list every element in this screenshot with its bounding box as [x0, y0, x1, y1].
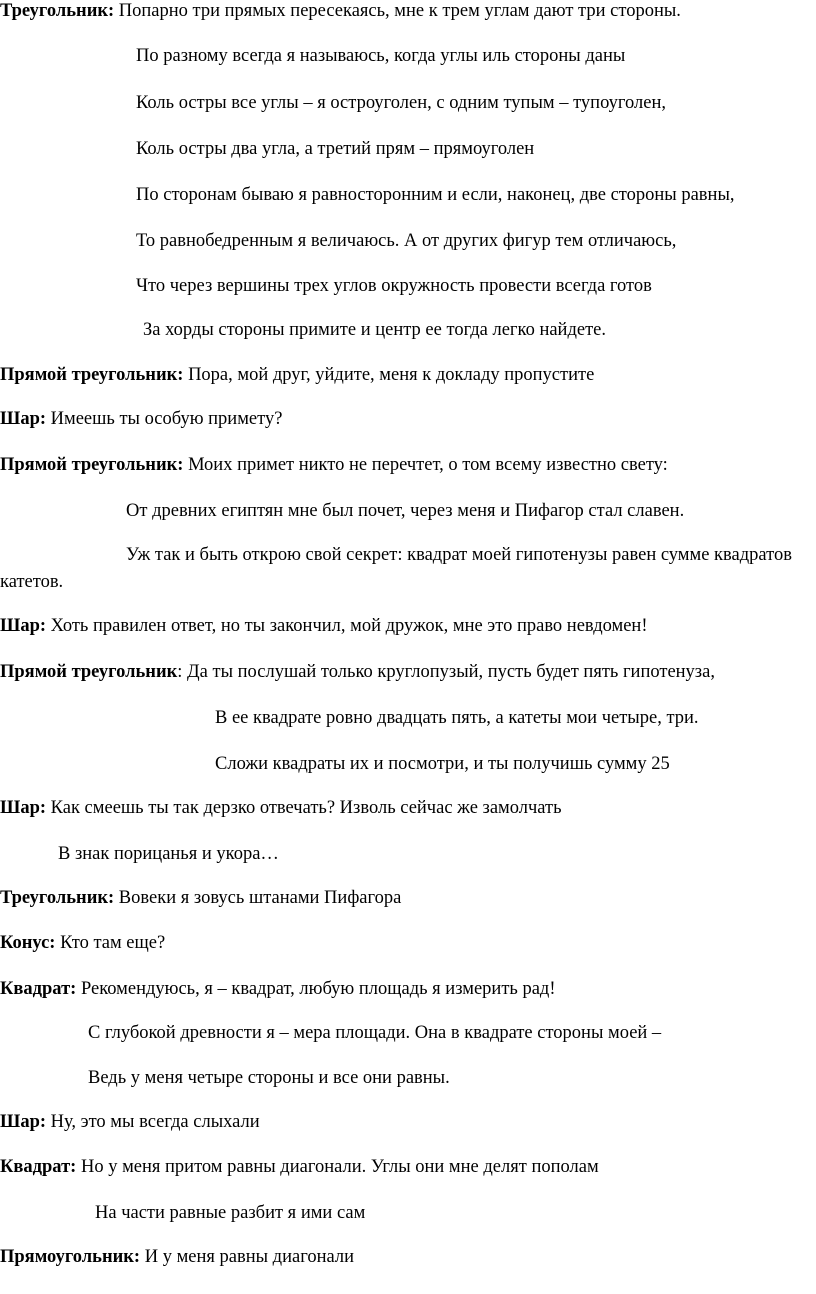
speaker-label: Квадрат:: [0, 1157, 77, 1177]
line-text: Уж так и быть открою свой секрет: квадрат моей гипотенузы равен сумме квадратов катетов.: [0, 545, 792, 592]
line-18: [0, 797, 562, 819]
line-8: [143, 319, 606, 341]
line-text: Что через вершины трех углов окружность провести всегда готов: [136, 276, 652, 296]
line-23: [88, 1022, 661, 1044]
line-9: [0, 364, 594, 386]
line-28: [0, 1246, 354, 1268]
line-text: Вовеки я зовусь штанами Пифагора: [114, 888, 402, 908]
line-text: То равнобедренным я величаюсь. А от других фигур тем отличаюсь,: [136, 231, 677, 251]
line-text: На части равные разбит я ими сам: [95, 1203, 366, 1223]
line-6: [136, 230, 676, 252]
line-text: Имеешь ты особую примету?: [46, 409, 283, 429]
line-text: Но у меня притом равны диагонали. Углы они мне делят пополам: [76, 1157, 599, 1177]
line-text: : Да ты послушай только круглопузый, пусть будет пять гипотенуза,: [177, 662, 715, 682]
line-text: Хоть правилен ответ, но ты закончил, мой дружок, мне это право невдомен!: [46, 616, 648, 636]
line-20: [0, 887, 401, 909]
line-text: Сложи квадраты их и посмотри, и ты получишь сумму 25: [215, 754, 670, 774]
line-15: [0, 661, 715, 683]
line-10: [0, 408, 282, 430]
line-text: Попарно три прямых пересекаясь, мне к трем углам дают три стороны.: [114, 1, 681, 21]
line-26: [0, 1156, 599, 1178]
line-7: [136, 275, 652, 297]
speaker-label: Прямой треугольник:: [0, 365, 184, 385]
speaker-label: Квадрат:: [0, 979, 77, 999]
speaker-label: Прямой треугольник:: [0, 455, 184, 475]
speaker-label: Треугольник:: [0, 888, 115, 908]
speaker-label: Шар:: [0, 798, 47, 818]
line-text: И у меня равны диагонали: [140, 1247, 354, 1267]
line-11: [0, 454, 668, 476]
speaker-label: Шар:: [0, 616, 47, 636]
line-text: Рекомендуюсь, я – квадрат, любую площадь я измерить рад!: [76, 979, 556, 999]
speaker-label: Шар:: [0, 1112, 47, 1132]
line-text: Кто там еще?: [55, 933, 166, 953]
line-text: С глубокой древности я – мера площади. Она в квадрате стороны моей –: [88, 1023, 662, 1043]
line-text: По сторонам бываю я равносторонним и если, наконец, две стороны равны,: [136, 185, 735, 205]
speaker-label: Прямоугольник:: [0, 1247, 141, 1267]
line-4: [136, 138, 534, 160]
line-text: За хорды стороны примите и центр ее тогда легко найдете.: [143, 320, 606, 340]
line-25: [0, 1111, 260, 1133]
line-text: Ведь у меня четыре стороны и все они равны.: [88, 1068, 450, 1088]
line-5: [136, 184, 735, 206]
line-text: В ее квадрате ровно двадцать пять, а катеты мои четыре, три.: [215, 708, 699, 728]
line-text: Коль остры два угла, а третий прям – прямоуголен: [136, 139, 535, 159]
line-1: [0, 0, 681, 22]
line-text: Ну, это мы всегда слыхали: [46, 1112, 260, 1132]
line-21: [0, 932, 165, 954]
line-17: [215, 753, 670, 775]
speaker-label: Треугольник:: [0, 1, 115, 21]
line-text: В знак порицанья и укора…: [58, 844, 279, 864]
speaker-label: Шар:: [0, 409, 47, 429]
line-text: Как смеешь ты так дерзко отвечать? Изволь сейчас же замолчать: [46, 798, 562, 818]
line-13: [0, 542, 816, 596]
line-text: По разному всегда я называюсь, когда углы иль стороны даны: [136, 46, 626, 66]
line-text: От древних египтян мне был почет, через меня и Пифагор стал славен.: [126, 501, 685, 521]
line-22: [0, 978, 556, 1000]
line-3: [136, 92, 666, 114]
speaker-label: Конус:: [0, 933, 56, 953]
line-2: [136, 45, 625, 67]
line-text: Коль остры все углы – я остроуголен, с одним тупым – тупоуголен,: [136, 93, 666, 113]
line-text: Моих примет никто не перечтет, о том всему известно свету:: [183, 455, 668, 475]
line-27: [95, 1202, 365, 1224]
line-16: [215, 707, 699, 729]
line-19: [58, 843, 279, 865]
line-14: [0, 615, 647, 637]
line-12: [126, 500, 684, 522]
line-24: [88, 1067, 450, 1089]
line-text: Пора, мой друг, уйдите, меня к докладу пропустите: [183, 365, 595, 385]
speaker-label: Прямой треугольник: [0, 662, 178, 682]
